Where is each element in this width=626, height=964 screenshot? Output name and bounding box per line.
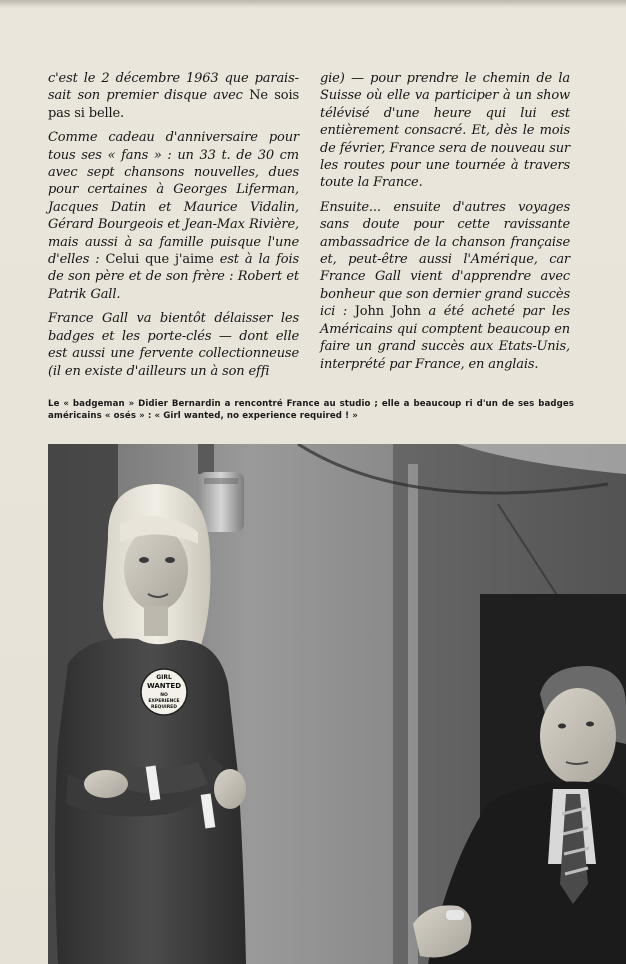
woman-hand-right [214, 769, 246, 809]
right-p2-text-a: Ensuite... ensuite d'autres voyages sans doute pour cette ravissante ambassadrice de la chanson française et, peut-être aussi l'Amérique, car France Gall vient d'apprendre avec bonheur que son dernier grand succès ici : [320, 199, 570, 320]
page-top-shadow [0, 0, 626, 8]
right-p2-text-b: a été acheté par les Américains qui comptent beaucoup en faire un grand succès aux Etats-Unis, interprété par France, en anglais. [320, 304, 571, 372]
badge-text-5: REQUIRED [151, 705, 177, 710]
photo-caption: Le « badgeman » Didier Bernardin a rencontré France au studio ; elle a beaucoup ri d'un de ses badges américains « osés » : « Girl wanted, no experience required ! » [48, 399, 574, 421]
man-face [540, 688, 616, 784]
song-title-john-john: John John [354, 304, 421, 320]
left-p2-text-b: est à la fois de son père et de son frère : Robert et Patrik Gall. [48, 252, 299, 302]
song-title-celui-que-jaime: Celui que j'aime [105, 252, 214, 268]
left-paragraph-2 [48, 129, 299, 303]
left-paragraph-1 [48, 70, 299, 122]
badge-text-4: EXPERIENCE [148, 699, 180, 704]
woman-hand-left [84, 770, 128, 798]
article-right-column [320, 70, 570, 380]
right-paragraph-2 [320, 199, 570, 373]
woman-face [124, 527, 188, 611]
badge-text-1: GIRL [156, 674, 172, 681]
left-p1-text: c'est le 2 décembre 1963 que paraissait son premier disque avec [48, 71, 299, 104]
song-title-ne-sois-pas-si-belle: Ne sois pas si belle. [48, 88, 300, 121]
badge-text-2: WANTED [146, 682, 182, 690]
article-left-column [48, 70, 299, 387]
badge-text-3: NO [160, 693, 168, 698]
right-paragraph-1: gie) — pour prendre le chemin de la Suisse où elle va participer à un show télévisé d'une heure qui lui est entièrement consacré. Et, dès le mois de février, France sera de nouveau sur les routes pour une tournée à travers toute la France. [320, 71, 570, 191]
girl-wanted-badge [141, 669, 187, 715]
left-paragraph-3: France Gall va bientôt délaisser les badges et les porte-clés — dont elle est aussi une fervente collectionneuse (il en existe d'ailleurs un à son effi [48, 311, 299, 379]
left-p2-text-a: Comme cadeau d'anniversaire pour tous ses « fans » : un 33 t. de 30 cm avec sept chansons nouvelles, dues pour certaines à Georges Liferman, Jacques Datin et Maurice Vidalin, Gérard Bourgeois et Jean-Max Rivière, mais aussi à sa famille puisque l'une d'elles : [48, 130, 299, 268]
studio-photo [48, 444, 626, 964]
